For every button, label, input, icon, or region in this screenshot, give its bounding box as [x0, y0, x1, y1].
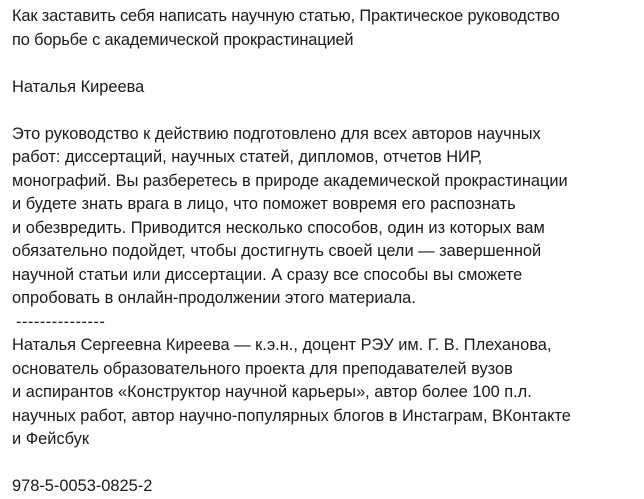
description-line: опробовать в онлайн-продолжении этого материала. — [12, 289, 416, 307]
spacer — [12, 452, 634, 476]
bio-line: научных работ, автор научно-популярных блогов в Инстаграм, ВКонтакте — [12, 406, 571, 425]
bio-line: и Фейсбук — [12, 430, 90, 448]
title-line: по борьбе с академической прокрастинацией — [12, 30, 354, 49]
description-line: и будете знать врага в лицо, что поможет вовремя его распознать — [12, 195, 516, 213]
bio-line: основатель образовательного проекта для преподавателей вузов — [12, 359, 513, 378]
description-line: научной статьи или диссертации. А сразу все способы вы сможете — [12, 265, 523, 284]
description-line: и обезвредить. Приводится несколько способов, один из которых вам — [12, 218, 545, 237]
description — [12, 123, 634, 311]
isbn: 978-5-0053-0825-2 — [12, 477, 153, 495]
spacer — [12, 52, 634, 76]
description-line: работ: диссертаций, научных статей, дипломов, отчетов НИР, — [12, 148, 483, 166]
title-line: Как заставить себя написать научную статью, Практическое руководство — [12, 7, 560, 25]
author-bio — [12, 334, 634, 452]
document-title — [12, 5, 634, 52]
description-line: Это руководство к действию подготовлено для всех авторов научных — [12, 124, 541, 143]
bio-line: Наталья Сергеевна Киреева — к.э.н., доцент РЭУ им. Г. В. Плеханова, — [12, 336, 552, 354]
description-line: монографий. Вы разберетесь в природе академической прокрастинации — [12, 171, 568, 190]
description-line: обязательно подойдет, чтобы достигнуть своей цели — завершенной — [12, 242, 542, 260]
bio-line: и аспирантов «Конструктор научной карьеры», автор более 100 п.л. — [12, 383, 532, 401]
separator: --------------- — [16, 312, 106, 331]
spacer — [12, 99, 634, 123]
author-name: Наталья Киреева — [12, 77, 145, 96]
